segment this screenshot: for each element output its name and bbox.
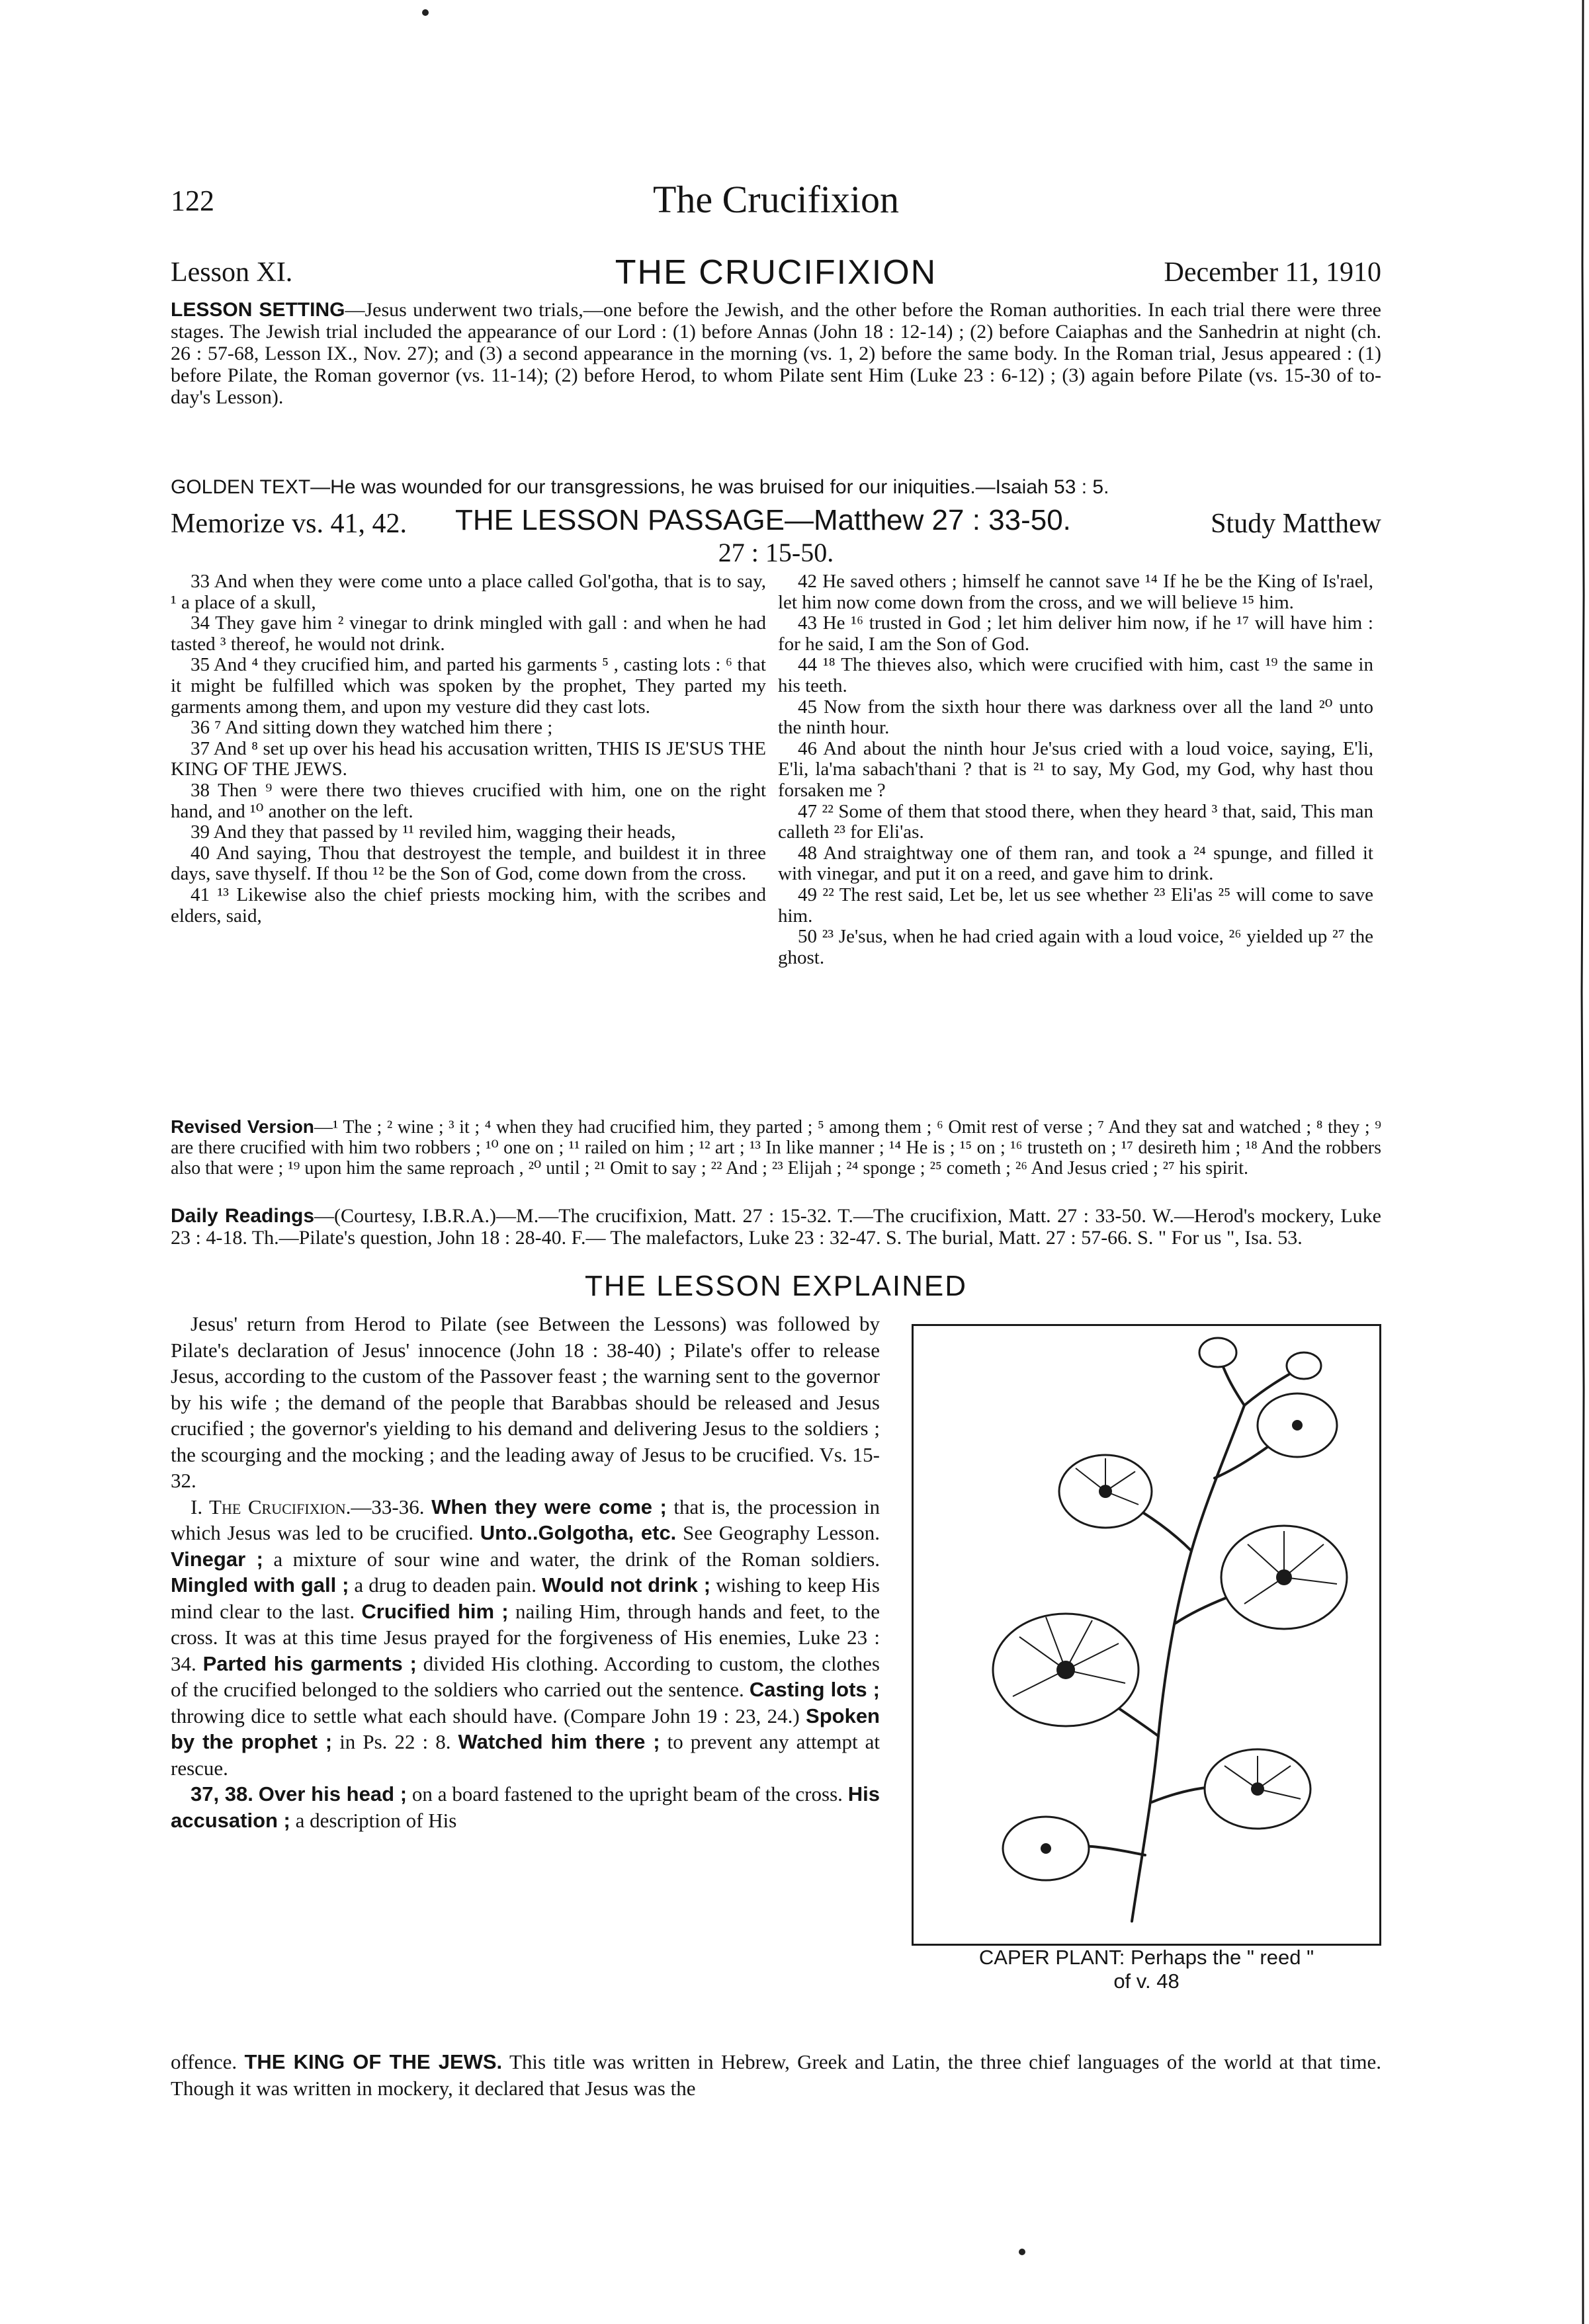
study-reference: Study Matthew (1211, 509, 1381, 539)
figure-caption-line-1: CAPER PLANT: Perhaps the " reed " (978, 1946, 1314, 1969)
lesson-explained-text (171, 1311, 880, 1833)
keyword: Mingled with gall ; (171, 1573, 349, 1597)
lesson-explained-heading: THE LESSON EXPLAINED (585, 1270, 967, 1302)
figure-caption-line-2: of v. 48 (1113, 1970, 1180, 1993)
gloss: to prevent any attempt at rescue. (171, 1730, 880, 1780)
lesson-heading (171, 253, 1381, 294)
study-reference-continued: 27 : 15-50. (718, 538, 834, 567)
verse: 37 And ⁸ set up over his head his accusation written, THIS IS JE'SUS THE KING OF THE JEWS. (171, 737, 766, 780)
verse: 47 ²² Some of them that stood there, when they heard ³ that, said, This man calleth ²³ for Eli'as. (778, 800, 1373, 843)
verse: 35 And ⁴ they crucified him, and parted his garments ⁵ , casting lots : ⁶ that it might be fulfilled which was spoken by the prophet, They parted my garments among them, and upon my vesture did they cast lots. (171, 654, 766, 718)
verse: 43 He ¹⁶ trusted in God ; let him deliver him now, if he ¹⁷ will have him : for he said, I am the Son of God. (778, 612, 1373, 655)
explained-continued (171, 2049, 1381, 2101)
lesson-setting-label: LESSON SETTING (171, 299, 345, 321)
gloss: offence. (171, 2050, 237, 2073)
lesson-number: Lesson XI. (171, 257, 293, 288)
page-number: 122 (171, 185, 214, 217)
keyword: When they were come ; (431, 1495, 667, 1518)
running-header (171, 177, 1381, 224)
figure-caption (912, 1946, 1381, 1993)
gloss: See Geography Lesson. (676, 1521, 880, 1544)
caper-plant-drawing (914, 1326, 1379, 1944)
verse: 41 ¹³ Likewise also the chief priests mocking him, with the scribes and elders, said, (171, 884, 766, 927)
verses-left-column (171, 571, 766, 927)
daily-readings-text: —(Courtesy, I.B.R.A.)—M.—The crucifixion, Matt. 27 : 15-32. T.—The crucifixion, Matt. 27 : 33-50. W.—Herod's mockery, Luke 23 : 4-18. Th.—Pilate's question, John 18 : 28-40. F.— The malefactors, Luke 23 : 32-47. S. The burial, Matt. 27 : 57-66. S. " For us ", Isa. 53. (171, 1205, 1382, 1249)
passage-title: THE LESSON PASSAGE—Matthew 27 : 33-50. (455, 504, 1071, 536)
daily-readings-label: Daily Readings (171, 1205, 315, 1227)
verse: 34 They gave him ² vinegar to drink mingled with gall : and when he had tasted ³ thereof, he would not drink. (171, 612, 766, 655)
gloss: on a board fastened to the upright beam of the cross. (407, 1782, 843, 1805)
gloss: a drug to deaden pain. (349, 1573, 537, 1597)
gloss: throwing dice to settle what each should have. (Compare John 19 : 23, 24.) (171, 1704, 800, 1727)
revised-version-text: —¹ The ; ² wine ; ³ it ; ⁴ when they had crucified him, they parted ; ⁵ among them ; ⁶ Omit rest of verse ; ⁷ And they sat and watched ; ⁸ they ; ⁹ are there crucified with him two robbers ; ¹⁰ one on ; ¹¹ railed on him ; ¹² art ; ¹³ In like manner ; ¹⁴ He is ; ¹⁵ on ; ¹⁶ trusteth on ; ¹⁷ desireth him ; ¹⁸ And the robbers also that were ; ¹⁹ upon him the same reproach , ²⁰ until ; ²¹ Omit to say ; ²² And ; ²³ Elijah ; ²⁴ sponge ; ²⁵ cometh ; ²⁶ And Jesus cried ; ²⁷ his spirit. (171, 1117, 1381, 1179)
gloss: nailing Him, through hands and feet, to the cross. It was at this time Jesus prayed for the forgiveness of His enemies, Luke 23 : 34. (171, 1599, 880, 1675)
verse: 39 And they that passed by ¹¹ reviled him, wagging their heads, (191, 821, 676, 843)
verse-ref: 37, 38. (191, 1782, 253, 1805)
gloss: that is, the procession in which Jesus was led to be crucified. (171, 1495, 880, 1544)
keyword: Crucified him ; (361, 1599, 509, 1623)
keyword: Unto..Golgotha, etc. (480, 1521, 677, 1544)
gloss: a description of His (290, 1808, 457, 1832)
verse: 49 ²² The rest said, Let be, let us see whether ²³ Eli'as ²⁵ will come to save him. (778, 884, 1373, 927)
keyword: Would not drink ; (542, 1573, 711, 1597)
scan-edge (1577, 0, 1589, 2324)
keyword: Watched him there ; (458, 1730, 660, 1753)
verse: 44 ¹⁸ The thieves also, which were crucified with him, cast ¹⁹ the same in his teeth. (778, 654, 1373, 696)
running-title: The Crucifixion (652, 178, 900, 221)
verse: 33 And when they were come unto a place called Gol'gotha, that is to say, ¹ a place of a skull, (171, 571, 766, 613)
passage-header (171, 504, 1381, 541)
verse: 40 And saying, Thou that destroyest the temple, and buildest it in three days, save thyself. If thou ¹² be the Son of God, come down from the cross. (171, 842, 766, 885)
explained-intro: Jesus' return from Herod to Pilate (see Between the Lessons) was followed by Pilate's declaration of Jesus' innocence (John 18 : 38-40) ; Pilate's offer to release Jesus, according to the custom of the Passover feast ; the warning sent to the governor by his wife ; the demand of the people that Barabbas should be released and Jesus crucified ; the governor's yielding to his demand and delivering Jesus to the soldiers ; the scourging and the mocking ; and the leading away of Jesus to be crucified. Vs. 15-32. (171, 1312, 880, 1492)
explained-paragraph-2 (171, 1781, 880, 1833)
section-heading: I. The Crucifixion. (191, 1495, 351, 1518)
keyword: THE KING OF THE JEWS. (244, 2050, 503, 2073)
print-speck (1019, 2249, 1025, 2255)
daily-readings (171, 1205, 1381, 1249)
lesson-setting (171, 299, 1381, 408)
print-speck (422, 9, 429, 16)
gloss: This title was written in Hebrew, Greek and Latin, the three chief languages of the world at that time. Though it was written in mockery, it declared that Jesus was the (171, 2050, 1382, 2100)
verse: 46 And about the ninth hour Je'sus cried with a loud voice, saying, E'li, E'li, la'ma sabach'thani ? that is ²¹ to say, My God, my God, why hast thou forsaken me ? (778, 737, 1373, 801)
gloss: divided His clothing. According to custom, the clothes of the crucified belonged to the soldiers who carried out the sentence. (171, 1651, 880, 1701)
caper-plant-illustration (912, 1324, 1381, 1946)
revised-version (171, 1116, 1381, 1179)
verse: 42 He saved others ; himself he cannot save ¹⁴ If he be the King of Is'rael, let him now come down from the cross, and we will believe ¹⁵ him. (778, 571, 1373, 613)
explained-section-1 (171, 1494, 880, 1782)
gloss: a mixture of sour wine and water, the drink of the Roman soldiers. (263, 1547, 880, 1571)
keyword: Over his head ; (258, 1782, 408, 1805)
verses-right-column (778, 571, 1373, 968)
verse: 48 And straightway one of them ran, and took a ²⁴ spunge, and filled it with vinegar, and put it on a reed, and gave him to drink. (778, 842, 1373, 885)
lesson-setting-text: —Jesus underwent two trials,—one before the Jewish, and the other before the Roman authorities. In each trial there were three stages. The Jewish trial included the appearance of our Lord : (1) before Annas (John 18 : 12-14) ; (2) before Caiaphas and the Sanhedrin at night (ch. 26 : 57-68, Lesson IX., Nov. 27); and (3) a second appearance in the morning (vs. 1, 2) before the same body. In the Roman trial, Jesus appeared : (1) before Pilate, the Roman governor (vs. 11-14); (2) before Herod, to whom Pilate sent Him (Luke 23 : 6-12) ; (3) again before Pilate (vs. 15-30 of to-day's Lesson). (171, 299, 1381, 408)
gloss: wishing to keep His mind clear to the last. (171, 1573, 880, 1623)
keyword: Casting lots ; (749, 1678, 880, 1701)
keyword: His accusation ; (171, 1782, 880, 1832)
golden-text: GOLDEN TEXT—He was wounded for our transgressions, he was bruised for our iniquities.—Isaiah 53 : 5. (171, 476, 1109, 498)
section-ref: —33-36. (351, 1495, 425, 1518)
verse: 50 ²³ Je'sus, when he had cried again with a loud voice, ²⁶ yielded up ²⁷ the ghost. (778, 926, 1373, 968)
verse: 45 Now from the sixth hour there was darkness over all the land ²⁰ unto the ninth hour. (778, 696, 1373, 739)
revised-version-label: Revised Version (171, 1116, 314, 1137)
gloss: in Ps. 22 : 8. (332, 1730, 451, 1753)
lesson-date: December 11, 1910 (1164, 257, 1381, 288)
keyword: Vinegar ; (171, 1547, 263, 1571)
memorize-verses: Memorize vs. 41, 42. (171, 509, 407, 539)
verse: 36 ⁷ And sitting down they watched him there ; (191, 717, 553, 739)
keyword: Parted his garments ; (202, 1651, 417, 1675)
lesson-title: THE CRUCIFIXION (615, 253, 937, 292)
verse: 38 Then ⁹ were there two thieves crucified with him, one on the right hand, and ¹⁰ another on the left. (171, 779, 766, 822)
explained-paragraph-3 (171, 2049, 1381, 2101)
keyword: Spoken by the prophet ; (171, 1704, 880, 1753)
